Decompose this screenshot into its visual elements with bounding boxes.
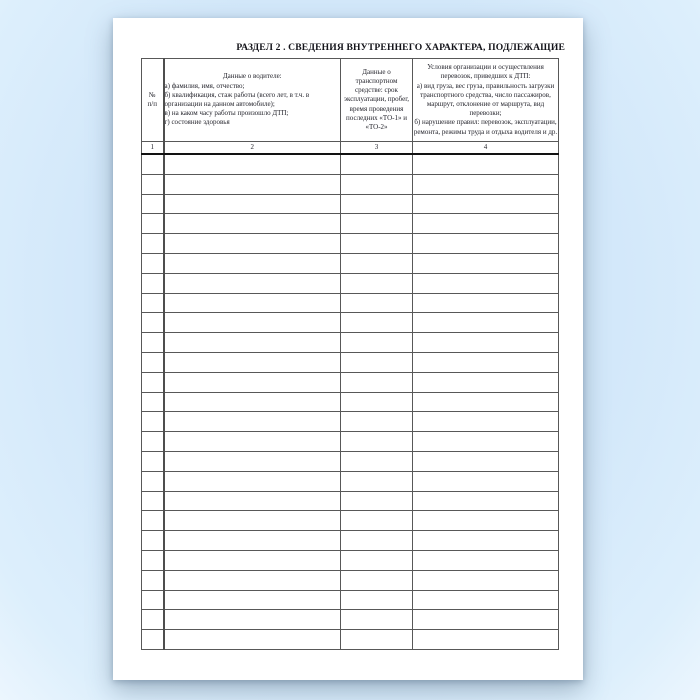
table-cell: [413, 392, 559, 412]
table-cell: [341, 531, 413, 551]
table-cell: [341, 432, 413, 452]
table-cell: [164, 412, 341, 432]
table-cell: [142, 293, 164, 313]
table-cell: [142, 451, 164, 471]
table-header-row: [142, 59, 559, 142]
table-cell: [164, 333, 341, 353]
table-row: [142, 590, 559, 610]
table-cell: [164, 511, 341, 531]
table-cell: [341, 154, 413, 174]
table-cell: [164, 174, 341, 194]
table-row: [142, 253, 559, 273]
table-cell: [142, 630, 164, 650]
table-cell: [142, 590, 164, 610]
table-row: [142, 630, 559, 650]
table-cell: [142, 313, 164, 333]
table-cell: [413, 214, 559, 234]
table-cell: [341, 234, 413, 254]
table-cell: [341, 610, 413, 630]
header-cell-number: [142, 59, 164, 142]
table-cell: [341, 194, 413, 214]
table-cell: [164, 194, 341, 214]
table-cell: [341, 174, 413, 194]
conditions-item: б) нарушение правил: перевозок, эксплуатации, ремонта, режимы труда и отдыха водителя и др.: [413, 118, 558, 136]
table-cell: [341, 630, 413, 650]
column-number-cell: 2: [164, 142, 341, 155]
table-cell: [341, 451, 413, 471]
table-row: [142, 372, 559, 392]
table-cell: [164, 491, 341, 511]
table-row: [142, 313, 559, 333]
table-cell: [341, 412, 413, 432]
table-cell: [413, 471, 559, 491]
document-page: [113, 18, 583, 680]
table-cell: [142, 214, 164, 234]
table-cell: [164, 550, 341, 570]
table-cell: [164, 471, 341, 491]
table-cell: [413, 273, 559, 293]
table-cell: [164, 630, 341, 650]
table-cell: [341, 511, 413, 531]
table-cell: [164, 253, 341, 273]
table-cell: [142, 273, 164, 293]
table-cell: [341, 590, 413, 610]
column-number-cell: 3: [341, 142, 413, 155]
table-cell: [142, 392, 164, 412]
table-cell: [413, 511, 559, 531]
table-cell: [413, 313, 559, 333]
table-row: [142, 471, 559, 491]
table-cell: [164, 432, 341, 452]
table-cell: [341, 313, 413, 333]
table-cell: [142, 511, 164, 531]
table-cell: [413, 352, 559, 372]
header-cell-driver-data: [164, 59, 341, 142]
number-label-line1: №: [148, 90, 156, 99]
table-cell: [341, 570, 413, 590]
table-cell: [413, 372, 559, 392]
table-cell: [164, 273, 341, 293]
table-cell: [142, 412, 164, 432]
table-cell: [142, 253, 164, 273]
table-cell: [413, 194, 559, 214]
driver-data-item: а) фамилия, имя, отчество;: [164, 81, 245, 90]
table-cell: [341, 352, 413, 372]
table-cell: [413, 293, 559, 313]
table-cell: [142, 174, 164, 194]
header-cell-vehicle-data: [341, 59, 413, 142]
table-cell: [413, 550, 559, 570]
table-cell: [142, 372, 164, 392]
driver-data-item: б) квалификация, стаж работы (всего лет, в т.ч. в организации на данном автомобиле);: [164, 90, 310, 108]
table-cell: [341, 293, 413, 313]
table-row: [142, 234, 559, 254]
table-cell: [341, 372, 413, 392]
table-row: [142, 352, 559, 372]
table-row: [142, 511, 559, 531]
table-cell: [164, 570, 341, 590]
table-cell: [413, 531, 559, 551]
table-cell: [341, 333, 413, 353]
driver-data-item: в) на каком часу работы произошло ДТП;: [164, 109, 289, 118]
table-cell: [341, 550, 413, 570]
number-label-line2: п/п: [147, 100, 157, 108]
section-title: РАЗДЕЛ 2 . СВЕДЕНИЯ ВНУТРЕННЕГО ХАРАКТЕРА, ПОДЛЕЖАЩИЕ: [236, 42, 565, 53]
table-cell: [413, 432, 559, 452]
table-cell: [413, 570, 559, 590]
table-cell: [413, 610, 559, 630]
column-number-cell: 4: [413, 142, 559, 155]
table-cell: [164, 313, 341, 333]
journal-table: [141, 58, 559, 650]
vehicle-data-text: Данные о транспортном средстве: срок эксплуатации, пробег, время проведения последних «ТО-1» и «ТО-2»: [343, 67, 410, 132]
table-row: [142, 491, 559, 511]
table-cell: [341, 253, 413, 273]
table-cell: [164, 451, 341, 471]
column-number-cell: 1: [142, 142, 164, 155]
table-cell: [413, 491, 559, 511]
table-row: [142, 293, 559, 313]
table-row: [142, 412, 559, 432]
table-cell: [164, 214, 341, 234]
table-cell: [142, 333, 164, 353]
table-cell: [341, 214, 413, 234]
table-cell: [413, 174, 559, 194]
table-cell: [164, 610, 341, 630]
table-row: [142, 570, 559, 590]
table-cell: [142, 570, 164, 590]
table-cell: [142, 234, 164, 254]
table-cell: [164, 154, 341, 174]
table-cell: [413, 630, 559, 650]
table-cell: [142, 610, 164, 630]
table-cell: [164, 392, 341, 412]
table-cell: [341, 491, 413, 511]
table-cell: [341, 392, 413, 412]
table-row: [142, 531, 559, 551]
driver-data-title: Данные о водителе:: [222, 72, 282, 81]
table-row: [142, 194, 559, 214]
conditions-title: Условия организации и осуществления перевозок, приведших к ДТП:: [427, 63, 544, 81]
table-row: [142, 333, 559, 353]
conditions-item: а) вид груза, вес груза, правильность загрузки транспортного средства, число пассажиров, маршрут, отклонение от маршрута, вид перевозки;: [416, 81, 555, 118]
table-row: [142, 432, 559, 452]
table-cell: [341, 273, 413, 293]
table-cell: [413, 154, 559, 174]
table-cell: [413, 234, 559, 254]
driver-data-item: г) состояние здоровья: [164, 118, 230, 127]
table-cell: [142, 531, 164, 551]
table-cell: [164, 352, 341, 372]
table-row: [142, 451, 559, 471]
table-cell: [142, 352, 164, 372]
table-cell: [164, 234, 341, 254]
table-row: [142, 610, 559, 630]
header-cell-transport-conditions: [413, 59, 559, 142]
table-cell: [142, 550, 164, 570]
table-cell: [164, 293, 341, 313]
table-cell: [142, 194, 164, 214]
table-row: [142, 392, 559, 412]
table-row: [142, 214, 559, 234]
table-cell: [413, 590, 559, 610]
column-number-row: [142, 142, 559, 155]
table-cell: [341, 471, 413, 491]
table-row: [142, 550, 559, 570]
table-cell: [413, 253, 559, 273]
table-cell: [413, 333, 559, 353]
table-cell: [142, 154, 164, 174]
table-cell: [142, 432, 164, 452]
table-cell: [142, 491, 164, 511]
table-cell: [164, 372, 341, 392]
table-cell: [164, 590, 341, 610]
table-row: [142, 174, 559, 194]
table-cell: [413, 451, 559, 471]
table-cell: [142, 471, 164, 491]
table-cell: [413, 412, 559, 432]
table-row: [142, 273, 559, 293]
table-cell: [164, 531, 341, 551]
table-row: [142, 154, 559, 174]
